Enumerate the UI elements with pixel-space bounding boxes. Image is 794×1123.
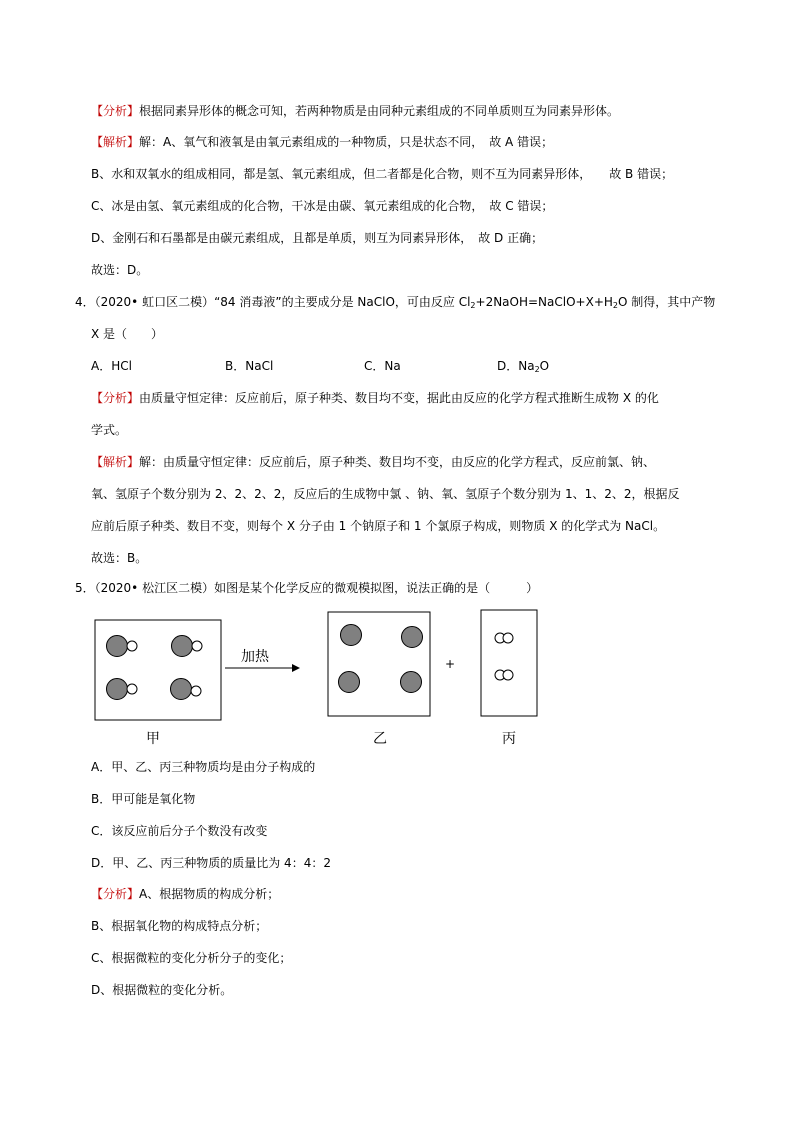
q5-option-d: D．甲、乙、丙三种物质的质量比为 4：4：2 — [91, 856, 331, 870]
q5-option-a: A．甲、乙、丙三种物质均是由分子构成的 — [91, 760, 316, 774]
solution-tag: 【解析】 — [91, 455, 140, 469]
q5-analysis-d: D、根据微粒的变化分析。 — [91, 983, 233, 997]
subscript: 2 — [612, 301, 618, 310]
atom-yi — [402, 627, 423, 648]
box-jia — [95, 620, 221, 720]
arrow-label: 加热 — [241, 649, 269, 665]
q5-stem: 5．（2020• 松江区二模）如图是某个化学反应的微观模拟图，说法正确的是（ ） — [75, 581, 539, 595]
box-bing — [481, 610, 537, 716]
big-atom — [172, 636, 193, 657]
q3-answer: 故选：D。 — [91, 263, 149, 277]
atom-yi — [341, 625, 362, 646]
q3-solution-d: D、金刚石和石墨都是由碳元素组成，且都是单质，则互为同素异形体， 故 D 正确； — [91, 231, 544, 245]
q4-stem-part: +2NaOH=NaClO+X+H — [475, 295, 613, 309]
q4-stem-line2: X 是（ ） — [91, 327, 164, 341]
q4-answer: 故选：B。 — [91, 551, 148, 565]
plus-sign: + — [445, 657, 456, 671]
atom-yi — [401, 672, 422, 693]
big-atom — [171, 679, 192, 700]
subscript: 2 — [534, 365, 540, 374]
small-atom — [191, 686, 201, 696]
q3-analysis-text: 根据同素异形体的概念可知，若两种物质是由同种元素组成的不同单质则互为同素异形体。 — [139, 104, 620, 118]
big-atom — [107, 679, 128, 700]
q4-solution-text: 解：由质量守恒定律：反应前后，原子种类、数目均不变，由反应的化学方程式，反应前氯、钠、 — [139, 455, 656, 469]
molecule-jia — [171, 679, 202, 700]
small-atom — [503, 633, 513, 643]
solution-tag: 【解析】 — [91, 135, 140, 149]
q4-option-d-part: D．Na — [497, 359, 535, 373]
q3-solution-c: C、冰是由氢、氧元素组成的化合物，干冰是由碳、氧元素组成的化合物， 故 C 错误； — [91, 199, 554, 213]
molecule-jia — [107, 636, 138, 657]
small-atom — [192, 641, 202, 651]
q5-analysis-a-text: A、根据物质的构成分析； — [139, 887, 280, 901]
q4-analysis-line2: 学式。 — [91, 423, 128, 437]
q4-analysis-text: 由质量守恒定律：反应前后，原子种类、数目均不变，据此由反应的化学方程式推断生成物 X 的化 — [139, 391, 659, 405]
q5-option-c: C．该反应前后分子个数没有改变 — [91, 824, 268, 838]
q4-option-a: A．HCl — [91, 359, 132, 373]
q5-analysis-a — [91, 886, 279, 902]
label-yi: 乙 — [373, 731, 387, 747]
label-jia: 甲 — [146, 731, 160, 747]
q4-option-c: C．Na — [364, 359, 401, 373]
subscript: 2 — [470, 301, 476, 310]
q4-stem-part: 4．（2020• 虹口区二模）“84 消毒液”的主要成分是 NaClO，可由反应 Cl — [75, 295, 471, 309]
q5-analysis-b: B、根据氧化物的构成特点分析； — [91, 919, 268, 933]
small-atom — [127, 641, 137, 651]
arrow-head — [292, 664, 300, 672]
q4-option-d-part: O — [539, 359, 550, 373]
molecule-jia — [107, 679, 138, 700]
analysis-tag: 【分析】 — [91, 104, 140, 118]
q3-solution-a-text: 解：A、氧气和液氧是由氧元素组成的一种物质，只是状态不同， 故 A 错误； — [139, 135, 554, 149]
label-bing: 丙 — [502, 731, 516, 747]
molecule-bing — [495, 670, 513, 680]
q5-option-b: B．甲可能是氧化物 — [91, 792, 196, 806]
small-atom — [503, 670, 513, 680]
big-atom — [107, 636, 128, 657]
q4-stem-part: O 制得，其中产物 — [618, 295, 716, 309]
molecule-bing — [495, 633, 513, 643]
q4-option-b: B．NaCl — [225, 359, 274, 373]
small-atom — [127, 684, 137, 694]
analysis-tag: 【分析】 — [91, 391, 140, 405]
q3-solution-b: B、水和双氧水的组成相同，都是氢、氧元素组成，但二者都是化合物，则不互为同素异形体， 故 B 错误； — [91, 167, 674, 181]
q5-analysis-c: C、根据微粒的变化分析分子的变化； — [91, 951, 292, 965]
q4-solution-line2: 氧、氢原子个数分别为 2、2、2、2，反应后的生成物中氯 、钠、氧、氢原子个数分别为 1、1、2、2，根据反 — [91, 487, 680, 501]
q4-solution-line3: 应前后原子种类、数目不变，则每个 X 分子由 1 个钠原子和 1 个氯原子构成，则物质 X 的化学式为 NaCl。 — [91, 519, 666, 533]
analysis-tag: 【分析】 — [91, 887, 140, 901]
molecule-jia — [172, 636, 203, 657]
atom-yi — [339, 672, 360, 693]
